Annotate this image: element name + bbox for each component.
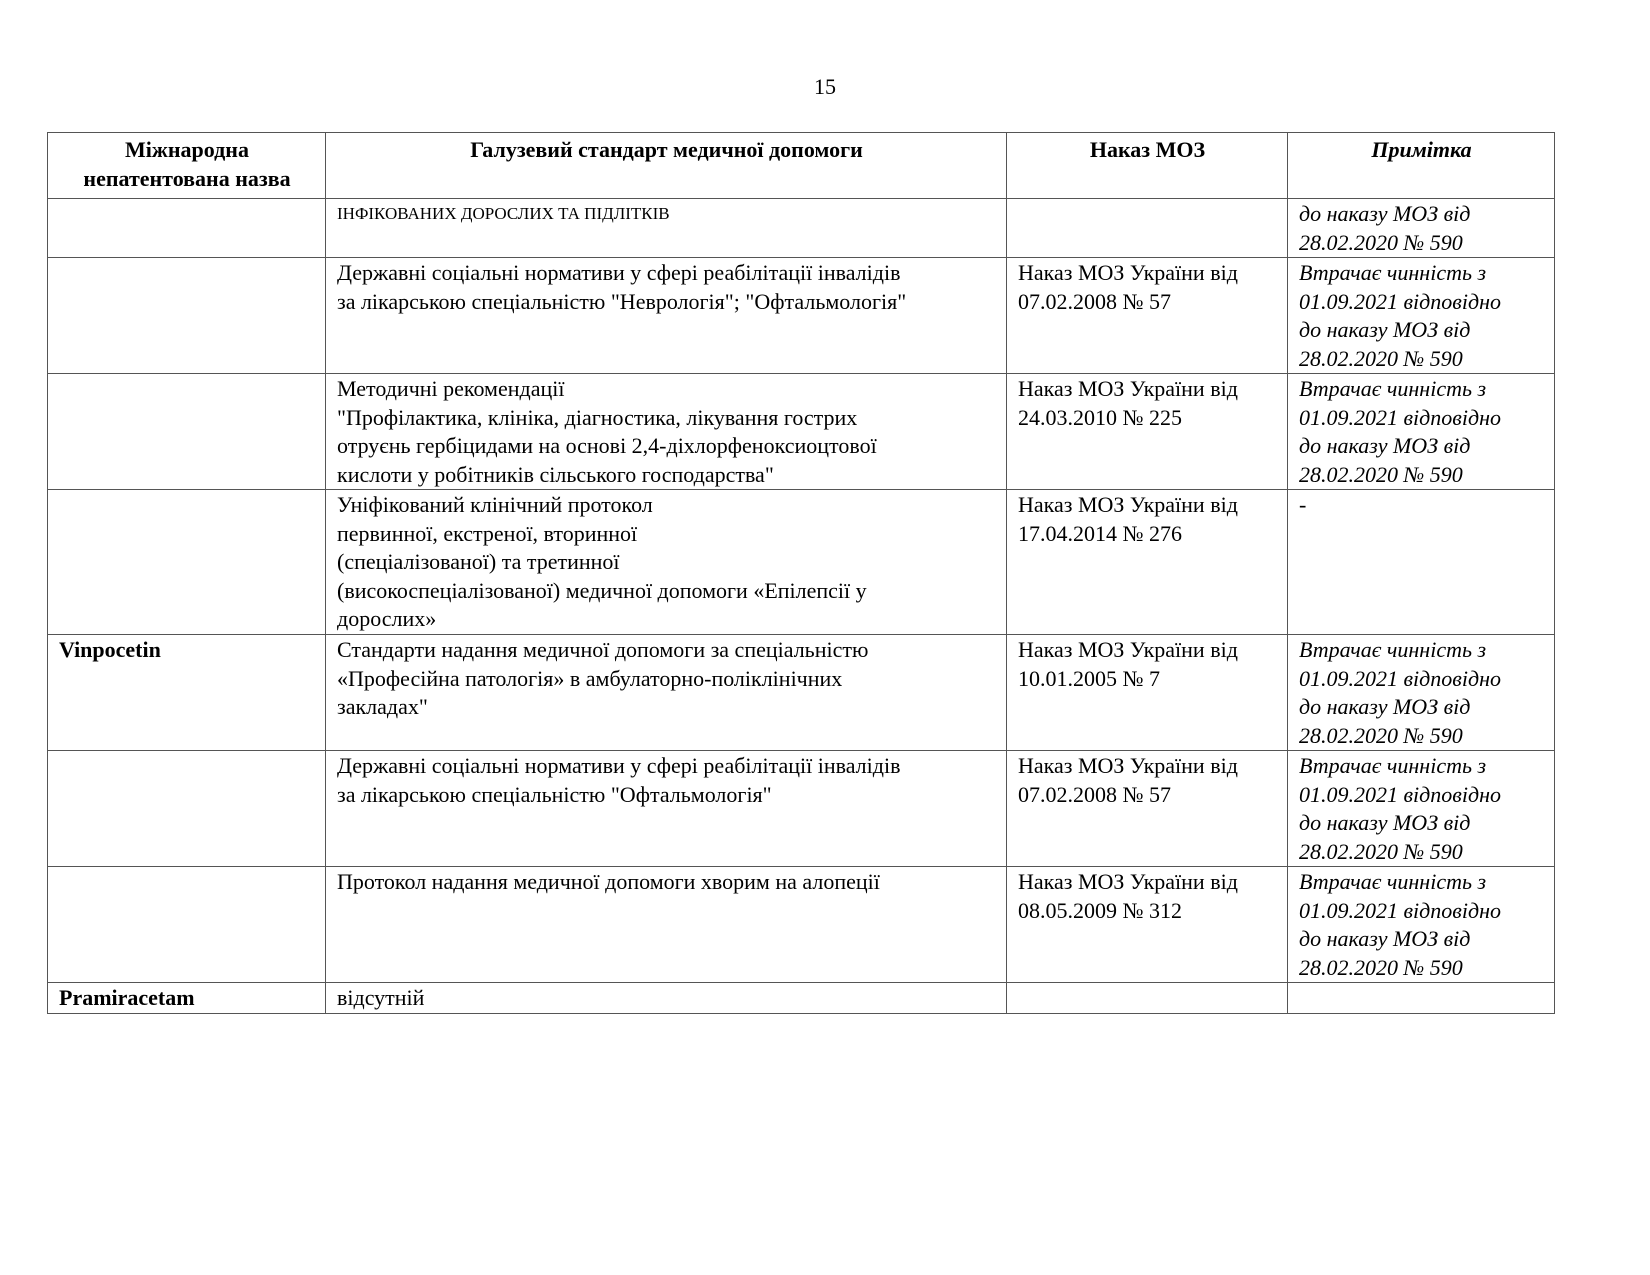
cell-standard [326, 751, 1007, 867]
standard-line: Протокол надання медичної допомоги хворим на алопеції [337, 869, 880, 894]
order-line: 10.01.2005 № 7 [1018, 665, 1160, 691]
cell-inn [48, 867, 326, 983]
cell-standard [326, 199, 1007, 258]
note-line: до наказу МОЗ від [1299, 810, 1471, 835]
header-note: Примітка [1288, 133, 1555, 199]
standard-line: Державні соціальні нормативи у сфері реабілітації інвалідів [337, 260, 901, 285]
cell-note [1288, 490, 1555, 635]
note-line: до наказу МОЗ від [1299, 694, 1471, 719]
order-line: Наказ МОЗ України від [1018, 492, 1238, 517]
table-row [48, 258, 1555, 374]
note-line: 01.09.2021 відповідно [1299, 288, 1501, 314]
table-row [48, 635, 1555, 751]
note-line: до наказу МОЗ від [1299, 433, 1471, 458]
cell-inn: Pramiracetam [48, 983, 326, 1014]
note-line: до наказу МОЗ від [1299, 926, 1471, 951]
table-header-row [48, 133, 1555, 199]
note-line: 01.09.2021 відповідно [1299, 897, 1501, 923]
note-line: Втрачає чинність з [1299, 869, 1487, 894]
header-standard: Галузевий стандарт медичної допомоги [326, 133, 1007, 199]
standard-line: закладах" [337, 694, 428, 719]
standard-line: за лікарською спеціальністю "Офтальмологія" [337, 781, 772, 807]
cell-order [1007, 635, 1288, 751]
note-line: до наказу МОЗ від [1299, 201, 1471, 226]
standards-table [47, 132, 1555, 1014]
standard-line: (високоспеціалізованої) медичної допомоги «Епілепсії у [337, 577, 867, 603]
note-line: 28.02.2020 № 590 [1299, 954, 1463, 980]
cell-note [1288, 199, 1555, 258]
table-row [48, 983, 1555, 1014]
cell-note [1288, 635, 1555, 751]
order-line: Наказ МОЗ України від [1018, 869, 1238, 894]
header-order: Наказ МОЗ [1007, 133, 1288, 199]
standard-line: "Профілактика, клініка, діагностика, лікування гострих [337, 404, 858, 430]
cell-inn [48, 490, 326, 635]
order-line: Наказ МОЗ України від [1018, 376, 1238, 401]
table-row [48, 751, 1555, 867]
order-line: 07.02.2008 № 57 [1018, 781, 1171, 807]
standard-line: «Професійна патологія» в амбулаторно-поліклінічних [337, 665, 843, 691]
cell-order [1007, 983, 1288, 1014]
cell-note [1288, 258, 1555, 374]
cell-inn [48, 374, 326, 490]
cell-order [1007, 751, 1288, 867]
order-line: 07.02.2008 № 57 [1018, 288, 1171, 314]
cell-note [1288, 867, 1555, 983]
standard-line: Уніфікований клінічний протокол [337, 492, 653, 517]
standard-line: первинної, екстреної, вторинної [337, 520, 638, 546]
cell-inn [48, 258, 326, 374]
table-row [48, 867, 1555, 983]
standard-line: Державні соціальні нормативи у сфері реабілітації інвалідів [337, 753, 901, 778]
order-line: Наказ МОЗ України від [1018, 637, 1238, 662]
cell-standard [326, 635, 1007, 751]
cell-note [1288, 374, 1555, 490]
cell-order [1007, 867, 1288, 983]
cell-standard [326, 867, 1007, 983]
note-line: - [1299, 492, 1307, 517]
order-line: 17.04.2014 № 276 [1018, 520, 1182, 546]
cell-order [1007, 199, 1288, 258]
cell-inn [48, 199, 326, 258]
cell-standard [326, 983, 1007, 1014]
standard-line: ІНФІКОВАНИХ ДОРОСЛИХ ТА ПІДЛІТКІВ [337, 204, 670, 223]
order-line: 24.03.2010 № 225 [1018, 404, 1182, 430]
cell-standard [326, 258, 1007, 374]
standard-line: отруєнь гербіцидами на основі 2,4-діхлорфеноксиоцтової [337, 433, 877, 458]
cell-inn: Vinpocetin [48, 635, 326, 751]
note-line: 01.09.2021 відповідно [1299, 665, 1501, 691]
standard-line: Методичні рекомендації [337, 376, 565, 401]
standard-line: (спеціалізованої) та третинної [337, 549, 620, 574]
note-line: 28.02.2020 № 590 [1299, 229, 1463, 255]
note-line: 28.02.2020 № 590 [1299, 722, 1463, 748]
note-line: 28.02.2020 № 590 [1299, 838, 1463, 864]
standard-line: Стандарти надання медичної допомоги за спеціальністю [337, 637, 869, 662]
cell-order [1007, 258, 1288, 374]
note-line: 28.02.2020 № 590 [1299, 461, 1463, 487]
standard-line: дорослих» [337, 606, 437, 631]
note-line: Втрачає чинність з [1299, 637, 1487, 662]
note-line: 01.09.2021 відповідно [1299, 781, 1501, 807]
note-line: Втрачає чинність з [1299, 260, 1487, 285]
table-row [48, 199, 1555, 258]
cell-standard [326, 490, 1007, 635]
cell-note [1288, 751, 1555, 867]
note-line: 28.02.2020 № 590 [1299, 345, 1463, 371]
order-line: Наказ МОЗ України від [1018, 753, 1238, 778]
table-row [48, 490, 1555, 635]
note-line: до наказу МОЗ від [1299, 317, 1471, 342]
cell-order [1007, 374, 1288, 490]
cell-order [1007, 490, 1288, 635]
cell-standard [326, 374, 1007, 490]
note-line: Втрачає чинність з [1299, 376, 1487, 401]
page-number: 15 [814, 74, 836, 99]
header-inn: Міжнародна непатентована назва [48, 133, 326, 199]
note-line: Втрачає чинність з [1299, 753, 1487, 778]
note-line: 01.09.2021 відповідно [1299, 404, 1501, 430]
order-line: Наказ МОЗ України від [1018, 260, 1238, 285]
table-row [48, 374, 1555, 490]
standard-line: кислоти у робітників сільського господарства" [337, 461, 774, 487]
standard-line: за лікарською спеціальністю "Неврологія"; "Офтальмологія" [337, 288, 907, 314]
standard-line: відсутній [337, 985, 425, 1010]
cell-note [1288, 983, 1555, 1014]
order-line: 08.05.2009 № 312 [1018, 897, 1182, 923]
cell-inn [48, 751, 326, 867]
